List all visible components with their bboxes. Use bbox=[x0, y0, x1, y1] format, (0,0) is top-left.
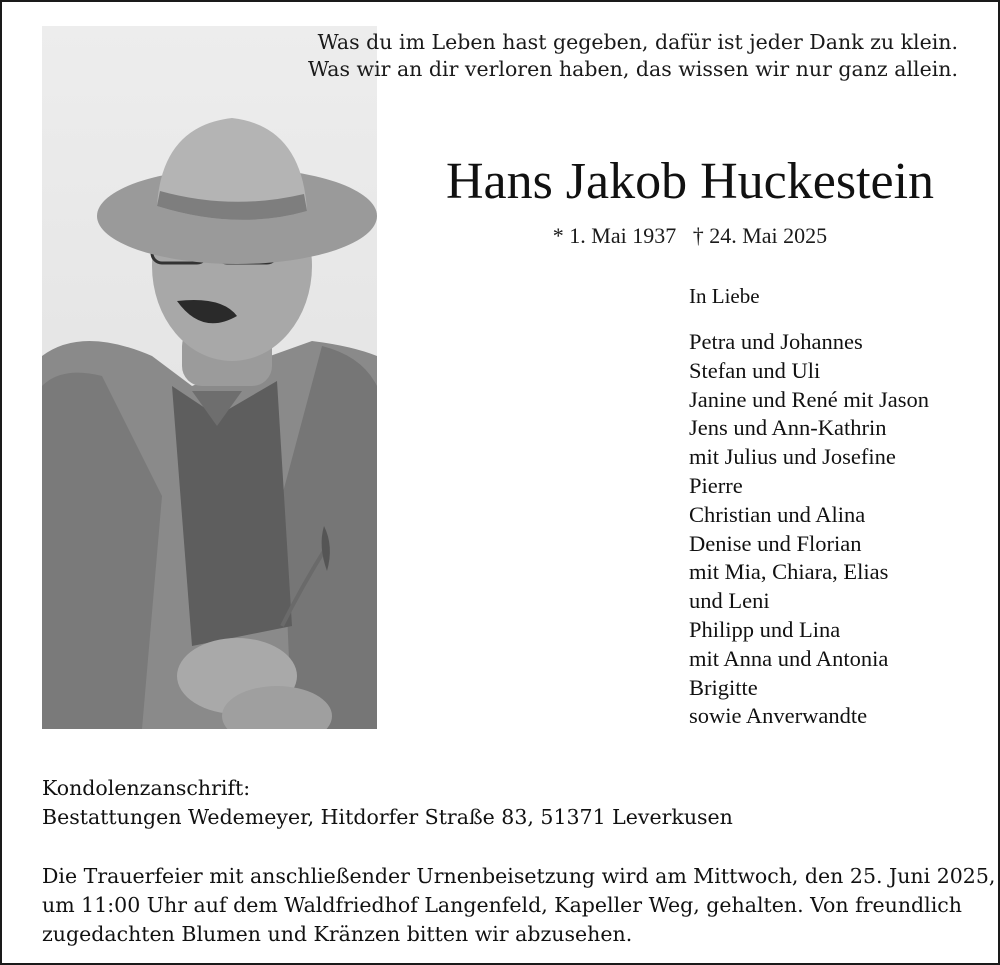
family-intro: In Liebe bbox=[689, 284, 760, 308]
mourner-entry: mit Mia, Chiara, Elias bbox=[689, 559, 889, 585]
mourner-entry: Denise und Florian bbox=[689, 530, 862, 556]
mourner-entry: mit Anna und Antonia bbox=[689, 645, 889, 671]
mourner-entry: Brigitte bbox=[689, 674, 758, 700]
mourner-entry: Petra und Johannes bbox=[689, 329, 863, 354]
mourner-entry: mit Julius und Josefine bbox=[689, 444, 896, 470]
mourner-entry: Christian und Alina bbox=[689, 501, 866, 527]
life-dates: * 1. Mai 1937 † 24. Mai 2025 bbox=[552, 223, 828, 248]
funeral-info bbox=[42, 862, 996, 949]
deceased-name: Hans Jakob Huckestein bbox=[445, 153, 935, 210]
mourner-entry: Philipp und Lina bbox=[689, 616, 841, 642]
motto-line-1: Was du im Leben hast gegeben, dafür ist jeder Dank zu klein. bbox=[317, 30, 958, 54]
motto-line-2: Was wir an dir verloren haben, das wissen wir nur ganz allein. bbox=[307, 57, 958, 81]
condolence-label: Kondolenzanschrift: bbox=[42, 776, 251, 800]
portrait-photo bbox=[42, 26, 377, 729]
mourner-entry: und Leni bbox=[689, 588, 770, 614]
condolence-section bbox=[42, 774, 967, 832]
portrait-illustration bbox=[42, 26, 377, 729]
mourner-entry: Pierre bbox=[689, 472, 743, 498]
condolence-address: Bestattungen Wedemeyer, Hitdorfer Straße 83, 51371 Leverkusen bbox=[42, 805, 733, 829]
mourner-entry: sowie Anverwandte bbox=[689, 703, 868, 729]
funeral-line-3: zugedachten Blumen und Kränzen bitten wir abzusehen. bbox=[42, 922, 633, 946]
funeral-line-2: um 11:00 Uhr auf dem Waldfriedhof Langenfeld, Kapeller Weg, gehalten. Von freundlich bbox=[42, 893, 962, 917]
mourners-list bbox=[689, 328, 929, 731]
funeral-line-1: Die Trauerfeier mit anschließender Urnenbeisetzung wird am Mittwoch, den 25. Juni 2025, bbox=[42, 864, 996, 888]
mourner-entry: Stefan und Uli bbox=[689, 357, 821, 383]
motto-verse bbox=[308, 29, 958, 83]
mourner-entry: Janine und René mit Jason bbox=[689, 386, 929, 412]
mourner-entry: Jens und Ann-Kathrin bbox=[689, 415, 887, 441]
